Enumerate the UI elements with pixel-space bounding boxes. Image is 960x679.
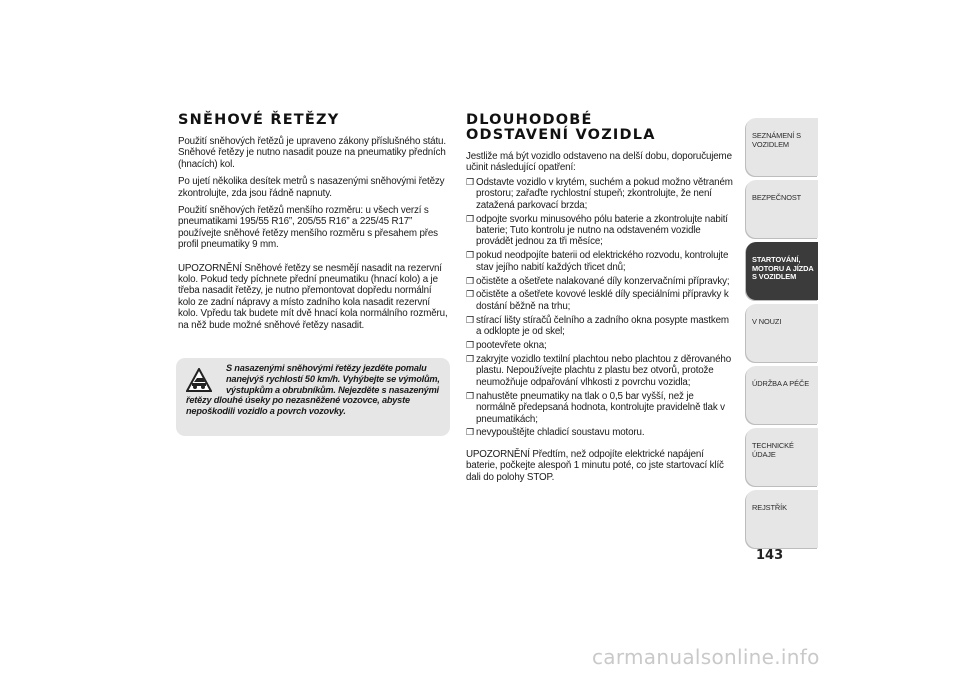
- storage-warning-note: UPOZORNĚNÍ Předtím, než odpojíte elektrické napájení baterie, počkejte alespoň 1 minutu poté, co jste startovací klíč dali do polohy STOP.: [466, 448, 724, 483]
- tab-udrzba-a-pece[interactable]: [746, 366, 818, 424]
- checkbox-bullet-icon: ❒: [466, 176, 474, 187]
- checkbox-bullet-icon: ❒: [466, 340, 474, 351]
- warning-note-paragraph: UPOZORNĚNÍ Sněhové řetězy se nesmějí nasadit na rezervní kolo. Pokud tedy píchnete přední pneumatiku (hnací kolo) a je třeba nasadit řetězy, je nutno přemontovat dopředu normální kolo ze zadní nápravy a místo zadního kola nasadit rezervní kolo. Vpředu tak budete mít dvě hnací kola normálního rozměru, na něž bude možné sněhové řetězy nasadit.: [178, 262, 448, 331]
- storage-intro: Jestliže má být vozidlo odstaveno na delší dobu, doporučujeme učinit následující opatření:: [466, 151, 732, 174]
- watermark: carmanualsonline.info: [592, 645, 820, 669]
- list-item: ❒ stírací lišty stíračů čelního a zadního okna posypte mastkem a odklopte je od skel;: [466, 314, 729, 338]
- checkbox-bullet-icon: ❒: [466, 289, 474, 300]
- list-item: ❒ očistěte a ošetřete kovové lesklé díly speciálními přípravky k dostání běžně na trhu;: [466, 289, 729, 312]
- checkbox-bullet-icon: ❒: [466, 275, 474, 286]
- tab-rejstrik[interactable]: [746, 490, 818, 548]
- section-title-storage: DLOUHODOBÉ ODSTAVENÍ VOZIDLA: [466, 112, 656, 143]
- tab-label: BEZPEČNOST: [752, 193, 802, 202]
- tab-label: ÚDRŽBA A PÉČE: [752, 379, 810, 388]
- list-item: ❒ odpojte svorku minusového pólu baterie a zkontrolujte nabití baterie; Tuto kontrolu je nutno na odstaveném vozidle provádět jednou za tři měsíce;: [466, 213, 728, 248]
- tab-bezpecnost[interactable]: [746, 180, 818, 238]
- paragraph: Použití sněhových řetězů je upraveno zákony příslušného státu. Sněhové řetězy je nutno nasadit pouze na pneumatiky předních (hnacích) kol.: [178, 136, 446, 170]
- tab-startovani-motoru-a-jizda[interactable]: [746, 242, 818, 300]
- checkbox-bullet-icon: ❒: [466, 354, 474, 364]
- tab-label: SEZNÁMENÍ S VOZIDLEM: [752, 131, 801, 149]
- list-item: ❒ nevypouštějte chladicí soustavu motoru.: [466, 427, 645, 439]
- long-term-storage-section: [466, 113, 734, 489]
- storage-checklist: [466, 177, 734, 439]
- tab-label: TECHNICKÉ ÚDAJE: [752, 441, 794, 459]
- section-title-snow-chains: SNĚHOVÉ ŘETĚZY: [178, 112, 340, 128]
- checkbox-bullet-icon: ❒: [466, 213, 474, 224]
- checkbox-bullet-icon: ❒: [466, 427, 474, 438]
- page-number: 143: [756, 548, 784, 563]
- checkbox-bullet-icon: ❒: [466, 250, 474, 261]
- list-item: ❒ nahustěte pneumatiky na tlak o 0,5 bar vyšší, než je normálně předepsaná hodnota, kontrolujte pravidelně tlak v pneumatikách;: [466, 390, 725, 425]
- warning-text: S nasazenými sněhovými řetězy jezděte pomalu nanejvýš rychlostí 50 km/h. Vyhýbejte se výmolům, výstupkům a obrubníkům. Nejezděte s nasazenými řetězy dlouhé úseky po nezasněžené vozovce, abyste nepoškodili vozidlo a povrch vozovky.: [186, 363, 440, 417]
- list-item: ❒ pokud neodpojíte baterii od elektrického rozvodu, kontrolujte stav jejího nabití každých třicet dnů;: [466, 250, 729, 273]
- snow-chains-section: [178, 113, 450, 337]
- list-item: ❒ zakryjte vozidlo textilní plachtou nebo plachtou z děrovaného plastu. Nepoužívejte plachtu z plastu bez otvorů, protože neumožňuje odpařování vlhkosti z povrchu vozidla;: [466, 354, 731, 388]
- list-item: ❒ očistěte a ošetřete nalakované díly konzervačními přípravky;: [466, 275, 730, 287]
- snow-chain-warning-icon: [186, 368, 212, 392]
- warning-text-container: [186, 363, 444, 417]
- tab-label: V NOUZI: [752, 317, 782, 326]
- tab-v-nouzi[interactable]: [746, 304, 818, 362]
- paragraph: Použití sněhových řetězů menšího rozměru: u všech verzí s pneumatikami 195/55 R16”, 205/55 R16” a 225/45 R17” používejte sněhové řetězy menšího rozměru s přesahem přes profil pneumatiky 9 mm.: [178, 205, 438, 251]
- chapter-tabs: [746, 118, 818, 552]
- tab-label: STARTOVÁNÍ, MOTORU A JÍZDA S VOZIDLEM: [752, 255, 814, 282]
- list-item: ❒ pootevřete okna;: [466, 340, 547, 352]
- tab-technicke-udaje[interactable]: [746, 428, 818, 486]
- list-item: ❒ Odstavte vozidlo v krytém, suchém a pokud možno větraném prostoru; zařaďte rychlostní stupeň; zkontrolujte, že není zatažená parkovací brzda;: [466, 176, 733, 211]
- paragraph: Po ujetí několika desítek metrů s nasazenými sněhovými řetězy zkontrolujte, zda jsou řádně napnuty.: [178, 176, 445, 199]
- checkbox-bullet-icon: ❒: [466, 390, 474, 401]
- checkbox-bullet-icon: ❒: [466, 314, 474, 325]
- warning-box: [176, 358, 450, 436]
- tab-label: REJSTŘÍK: [752, 503, 787, 512]
- tab-seznameni-s-vozidlem[interactable]: [746, 118, 818, 176]
